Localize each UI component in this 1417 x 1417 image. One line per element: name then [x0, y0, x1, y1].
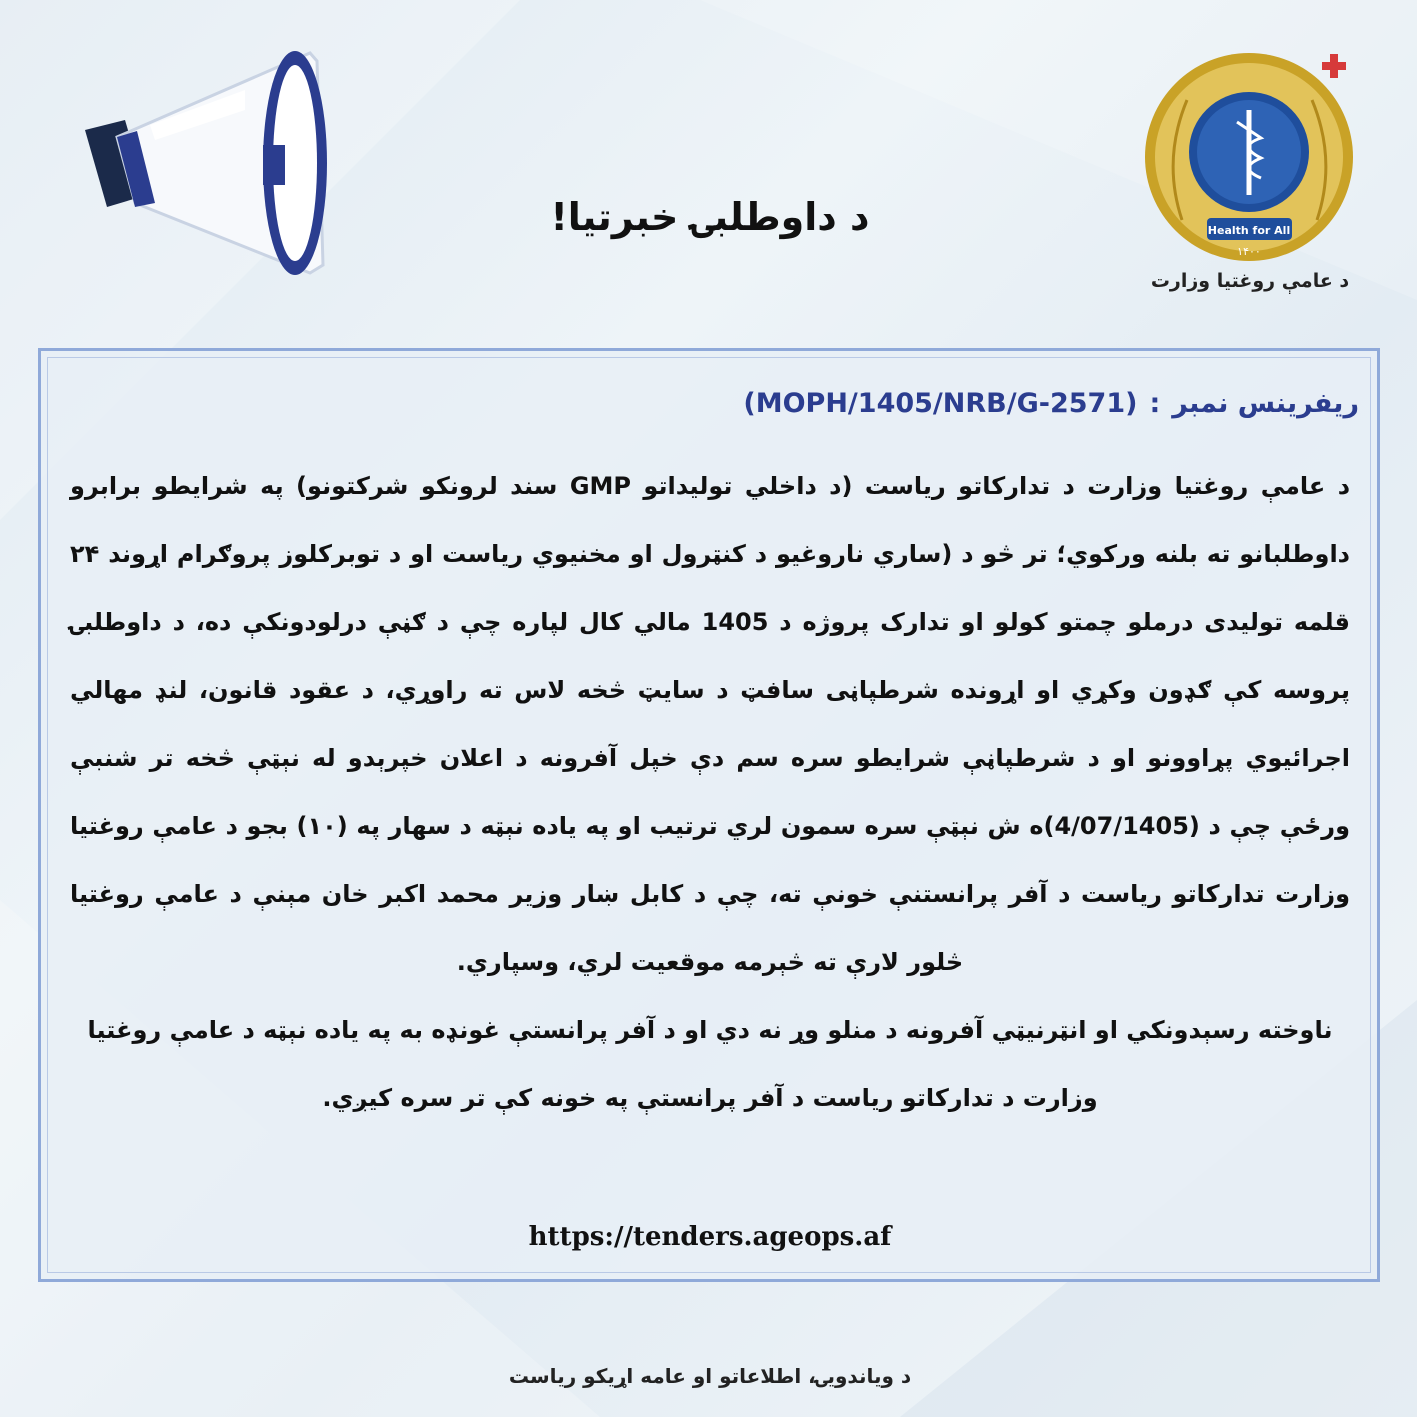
notice-body — [70, 452, 1350, 1132]
page-title: د داوطلبۍ خبرتیا! — [550, 195, 870, 239]
reference-label: ریفرینس نمبر — [1172, 388, 1359, 419]
footer-directorate: د ویاندویۍ، اطلاعاتو او عامه اړیکو ریاست — [508, 1364, 912, 1388]
reference-number-line — [743, 388, 1359, 419]
tenders-url-link[interactable]: https://tenders.ageops.af — [528, 1222, 892, 1252]
emblem-motto: Health for All — [1207, 224, 1291, 237]
reference-value: (MOPH/1405/NRB/G-2571) — [743, 388, 1138, 419]
ministry-caption: د عامې روغتیا وزارت — [1150, 270, 1350, 292]
notice-main-paragraph: د عامې روغتیا وزارت د تدارکاتو ریاست (د داخلي تولیداتو GMP سند لرونکو شرکتونو) په شرایطو برابرو داوطلبانو ته بلنه ورکوي؛ تر څو د (ساري ناروغیو د کنټرول او مخنیوي ریاست او د توبرکلوز پروګرام اړوند ۲۴ قلمه تولیدی درملو چمتو کولو او تدارک پروژه د 1405 مالي کال لپاره چې د ګڼې درلودونکې ده، د داوطلبۍ پروسه کې ګډون وکړي او اړونده شرطپاڼی سافټ د سایټ څخه لاس ته راوړي، د عقود قانون، لنډ مهالي اجرائیوي پړاوونو او د شرطپاڼې شرایطو سره سم دې خپل آفرونه د اعلان خپرېدو له نېټې څخه تر شنبې ورځې چې د (4/07/1405)ه ش نېټې سره سمون لري ترتیب او په یاده نېټه د سهار په (۱۰) بجو د عامې روغتیا وزارت تدارکاتو ریاست د آفر پرانستنې خونې ته، چې د کابل ښار وزیر محمد اکبر خان مېنې د عامې روغتیا څلور لارې ته څېرمه موقعیت لري، وسپاري. — [70, 472, 1351, 976]
ministry-emblem-icon — [1142, 50, 1357, 265]
megaphone-icon — [55, 35, 345, 285]
emblem-year: ۱۴۰۰ — [1237, 245, 1261, 258]
reference-separator: : — [1149, 388, 1161, 419]
notice-late-offers-paragraph: ناوخته رسېدونکي او انټرنیټي آفرونه د منلو وړ نه دي او د آفر پرانستې غونډه به په یاده نېټه د عامې روغتیا وزارت د تدارکاتو ریاست د آفر پرانستې په خونه کې تر سره کیږي. — [87, 1016, 1333, 1112]
